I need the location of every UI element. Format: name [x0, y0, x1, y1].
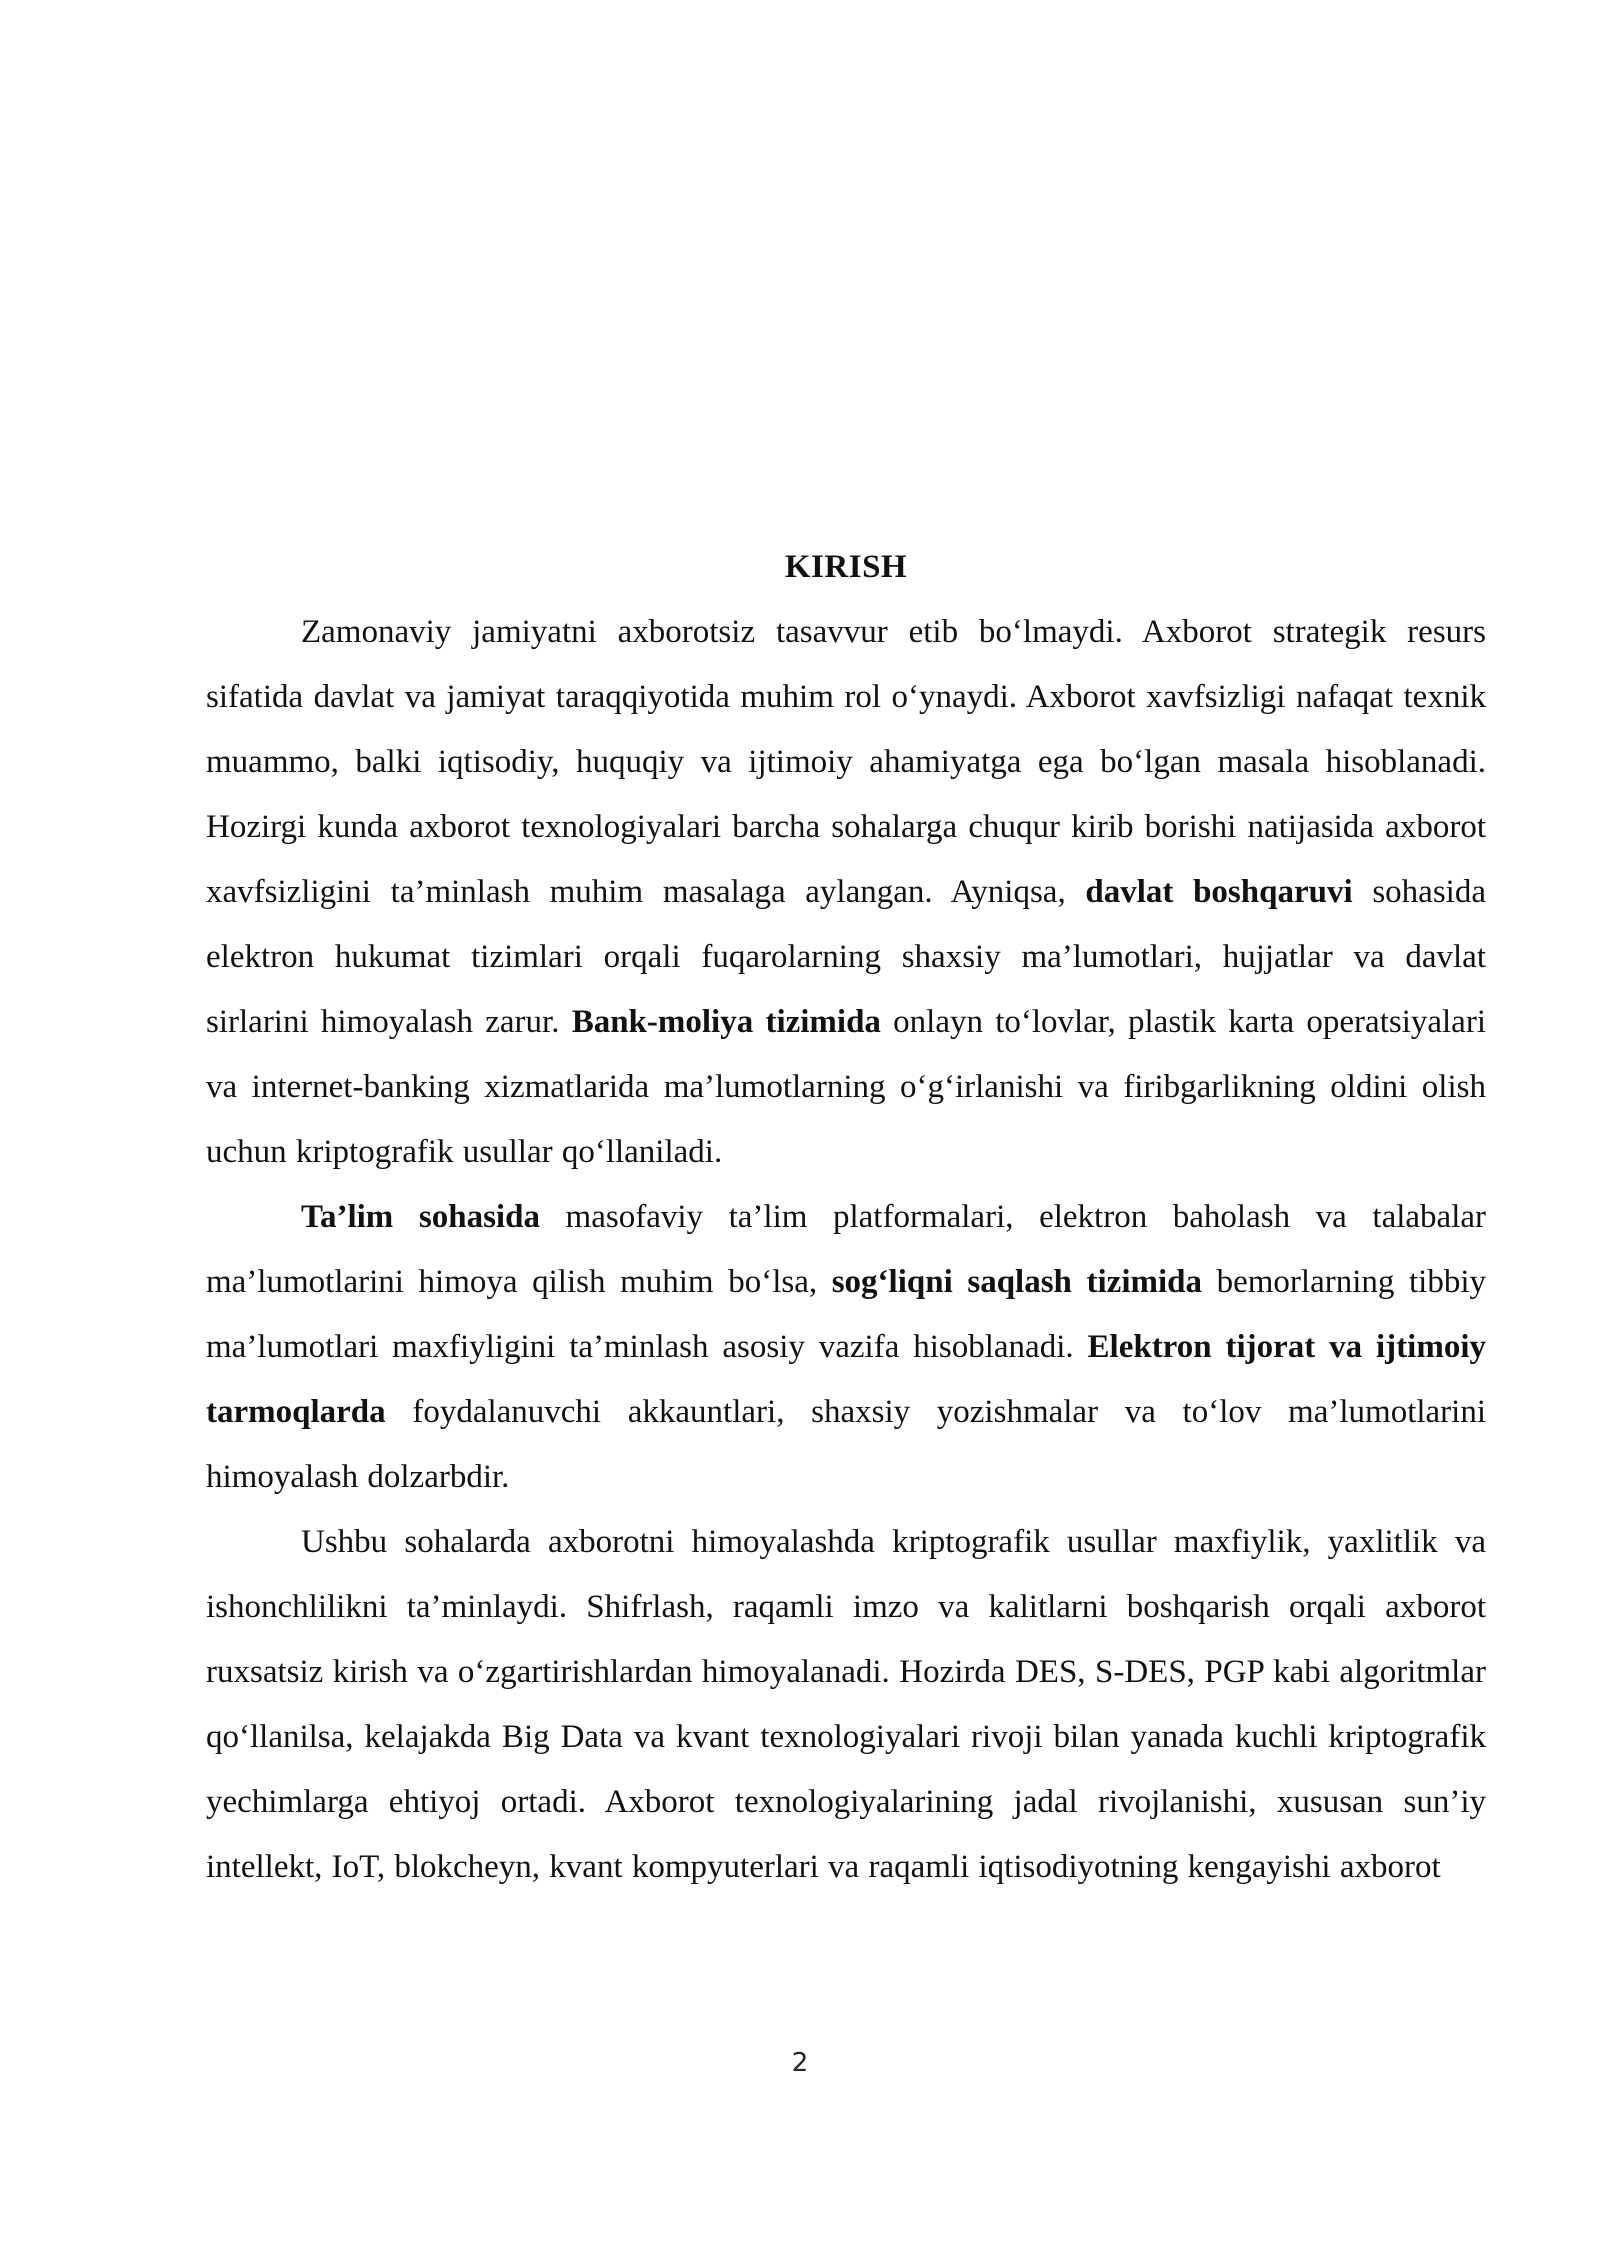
paragraph-2-bold-sogliqni: sog‘liqni saqlash tizimida [831, 1264, 1202, 1300]
paragraph-2-bold-elektron-tijorat: Elektron tijorat va ijtimoiy tarmoqlarda [206, 1329, 1486, 1430]
paragraph-1-text-1: Zamonaviy jamiyatni axborotsiz tasavvur etib bo‘lmaydi. Axborot strategik resurs sifatida davlat va jamiyat taraqqiyotida muhim rol o‘ynaydi. Axborot xavfsizligi nafaqat texnik muammo, balki iqtisodiy, huquqiy va ijtimoiy ahamiyatga ega bo‘lgan masala hisoblanadi. Hozirgi kunda axborot texnologiyalari barcha sohalarga chuqur kirib borishi natijasida axborot xavfsizligini ta’minlash muhim masalaga aylangan. Ayniqsa, [206, 614, 1486, 910]
paragraph-1-text-2: sohasida elektron hukumat tizimlari orqali fuqarolarning shaxsiy ma’lumotlari, hujjatlar va davlat sirlarini himoyalash zarur. [206, 874, 1486, 1040]
document-body [206, 535, 1486, 1900]
paragraph-3-text-1: Ushbu sohalarda axborotni himoyalashda kriptografik usullar maxfiylik, yaxlitlik va ishonchlilikni ta’minlaydi. Shifrlash, raqamli imzo va kalitlarni boshqarish orqali axborot ruxsatsiz kirish va o‘zgartirishlardan himoyalanadi. Hozirda DES, S-DES, PGP kabi algoritmlar qo‘llanilsa, kelajakda Big Data va kvant texnologiyalari rivoji bilan yanada kuchli kriptografik yechimlarga ehtiyoj ortadi. Axborot texnologiyalarining jadal rivojlanishi, xususan sun’iy intellekt, IoT, blokcheyn, kvant kompyuterlari va raqamli iqtisodiyotning kengayishi axborot [206, 1524, 1486, 1885]
paragraph-1-bold-davlat-boshqaruvi: davlat boshqaruvi [1085, 874, 1353, 910]
paragraph-1-bold-bank-moliya: Bank-moliya tizimida [571, 1004, 881, 1040]
paragraph-3 [206, 1510, 1486, 1900]
page-number: 2 [791, 2048, 809, 2078]
paragraph-2-text-1: masofaviy ta’lim platformalari, elektron baholash va talabalar ma’lumotlarini himoya qilish muhim bo‘lsa, [206, 1199, 1486, 1300]
paragraph-2-text-2: bemorlarning tibbiy ma’lumotlari maxfiyligini ta’minlash asosiy vazifa hisoblanadi. [206, 1264, 1486, 1365]
paragraph-1 [206, 600, 1486, 1185]
paragraph-1-text-3: onlayn to‘lovlar, plastik karta operatsiyalari va internet-banking xizmatlarida ma’lumotlarning o‘g‘irlanishi va firibgarlikning oldini olish uchun kriptografik usullar qo‘llaniladi. [206, 1004, 1486, 1170]
section-title: KIRISH [784, 549, 908, 585]
paragraph-2-text-3: foydalanuvchi akkauntlari, shaxsiy yozishmalar va to‘lov ma’lumotlarini himoyalash dolzarbdir. [206, 1394, 1486, 1495]
paragraph-2 [206, 1185, 1486, 1510]
paragraph-2-bold-talim: Ta’lim sohasida [301, 1199, 540, 1235]
